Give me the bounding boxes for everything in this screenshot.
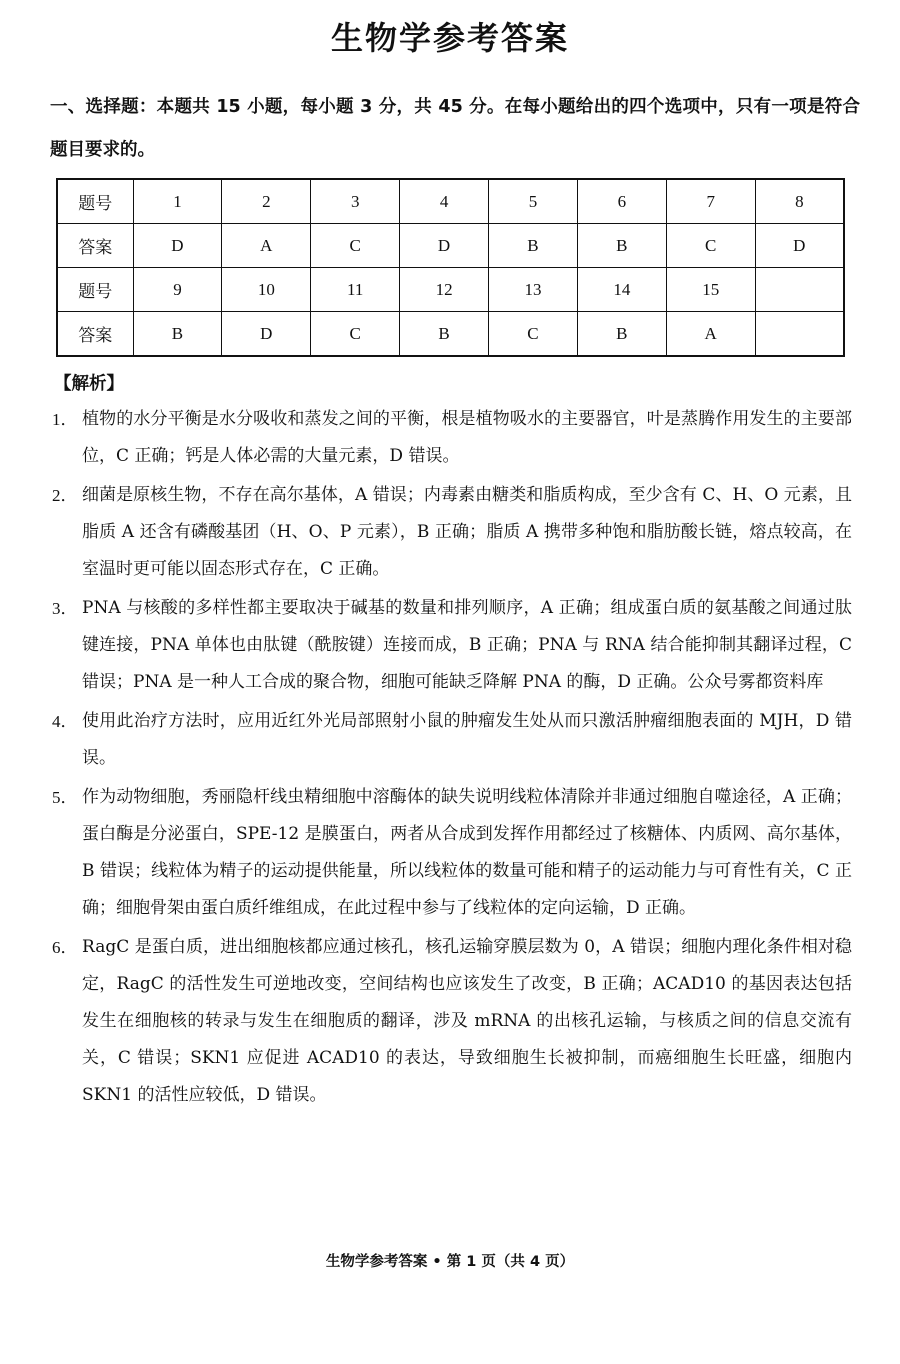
answer-table	[56, 178, 845, 357]
analysis-item	[52, 477, 852, 588]
table-cell: 6	[577, 179, 666, 224]
table-cell: C	[311, 224, 400, 268]
table-cell: 11	[311, 268, 400, 312]
table-cell	[755, 268, 844, 312]
analysis-item-text: 使用此治疗方法时，应用近红外光局部照射小鼠的肿瘤发生处从而只激活肿瘤细胞表面的 MJH，D 错误。	[82, 711, 852, 768]
table-cell: 4	[400, 179, 489, 224]
table-cell: D	[222, 312, 311, 357]
table-row-label: 题号	[57, 268, 133, 312]
table-cell: 9	[133, 268, 222, 312]
analysis-item-number: 6．	[52, 938, 78, 957]
analysis-item	[52, 590, 852, 701]
analysis-item-text: PNA 与核酸的多样性都主要取决于碱基的数量和排列顺序，A 正确；组成蛋白质的氨基酸之间通过肽键连接，PNA 单体也由肽键（酰胺键）连接而成，B 正确；PNA 与 RNA 结合能抑制其翻译过程，C 错误；PNA 是一种人工合成的聚合物，细胞可能缺乏降解 PNA 的酶，D 正确。公众号雾都资料库	[82, 598, 852, 692]
table-cell: B	[577, 224, 666, 268]
analysis-item-number: 2．	[52, 486, 78, 505]
page-footer: 生物学参考答案 • 第 1 页（共 4 页）	[325, 1254, 575, 1270]
table-row-label: 答案	[57, 312, 133, 357]
analysis-item-text: 作为动物细胞，秀丽隐杆线虫精细胞中溶酶体的缺失说明线粒体清除并非通过细胞自噬途径，A 正确；蛋白酶是分泌蛋白，SPE-12 是膜蛋白，两者从合成到发挥作用都经过了核糖体、内质网、高尔基体，B 错误；线粒体为精子的运动提供能量，所以线粒体的数量可能和精子的运动能力与可育性有关，C 正确；细胞骨架由蛋白质纤维组成，在此过程中参与了线粒体的定向运输，D 正确。	[82, 787, 852, 918]
table-cell: 1	[133, 179, 222, 224]
page-title: 生物学参考答案	[330, 19, 569, 57]
table-cell: 15	[666, 268, 755, 312]
analysis-label: 【解析】	[54, 374, 124, 394]
table-cell	[755, 312, 844, 357]
table-row-label: 题号	[57, 179, 133, 224]
table-cell: 2	[222, 179, 311, 224]
table-row	[57, 179, 844, 224]
analysis-item-number: 3．	[52, 599, 78, 618]
table-row	[57, 312, 844, 357]
table-cell: 14	[577, 268, 666, 312]
table-cell: D	[133, 224, 222, 268]
analysis-item	[52, 779, 852, 927]
analysis-item	[52, 929, 852, 1114]
table-cell: D	[400, 224, 489, 268]
analysis-item-text: 细菌是原核生物，不存在高尔基体，A 错误；内毒素由糖类和脂质构成，至少含有 C、H、O 元素，且脂质 A 还含有磷酸基团（H、O、P 元素），B 正确；脂质 A 携带多种饱和脂肪酸长链，熔点较高，在室温时更可能以固态形式存在，C 正确。	[82, 485, 852, 579]
table-cell: C	[666, 224, 755, 268]
table-cell: B	[133, 312, 222, 357]
analysis-item-text: 植物的水分平衡是水分吸收和蒸发之间的平衡，根是植物吸水的主要器官，叶是蒸腾作用发生的主要部位，C 正确；钙是人体必需的大量元素，D 错误。	[82, 409, 852, 466]
table-cell: 3	[311, 179, 400, 224]
table-cell: B	[400, 312, 489, 357]
table-row-label: 答案	[57, 224, 133, 268]
table-row	[57, 268, 844, 312]
table-cell: 12	[400, 268, 489, 312]
table-cell: A	[222, 224, 311, 268]
analysis-list	[52, 401, 852, 1116]
table-cell: B	[577, 312, 666, 357]
analysis-item	[52, 401, 852, 475]
table-cell: B	[489, 224, 578, 268]
table-row	[57, 224, 844, 268]
section-heading: 一、选择题：本题共 15 小题，每小题 3 分，共 45 分。在每小题给出的四个选项中，只有一项是符合题目要求的。	[50, 97, 860, 160]
table-cell: 7	[666, 179, 755, 224]
table-cell: D	[755, 224, 844, 268]
table-cell: A	[666, 312, 755, 357]
analysis-item	[52, 703, 852, 777]
analysis-item-text: RagC 是蛋白质，进出细胞核都应通过核孔，核孔运输穿膜层数为 0，A 错误；细胞内理化条件相对稳定，RagC 的活性发生可逆地改变，空间结构也应该发生了改变，B 正确；ACAD10 的基因表达包括发生在细胞核的转录与发生在细胞质的翻译，涉及 mRNA 的出核孔运输，与核质之间的信息交流有关，C 错误；SKN1 应促进 ACAD10 的表达，导致细胞生长被抑制，而癌细胞生长旺盛，细胞内 SKN1 的活性应较低，D 错误。	[82, 937, 852, 1105]
answer-table-body	[57, 179, 844, 356]
analysis-item-number: 1．	[52, 410, 78, 429]
table-cell: 5	[489, 179, 578, 224]
analysis-item-number: 4．	[52, 712, 78, 731]
analysis-item-number: 5．	[52, 788, 78, 807]
table-cell: C	[311, 312, 400, 357]
table-cell: C	[489, 312, 578, 357]
table-cell: 10	[222, 268, 311, 312]
table-cell: 8	[755, 179, 844, 224]
table-cell: 13	[489, 268, 578, 312]
